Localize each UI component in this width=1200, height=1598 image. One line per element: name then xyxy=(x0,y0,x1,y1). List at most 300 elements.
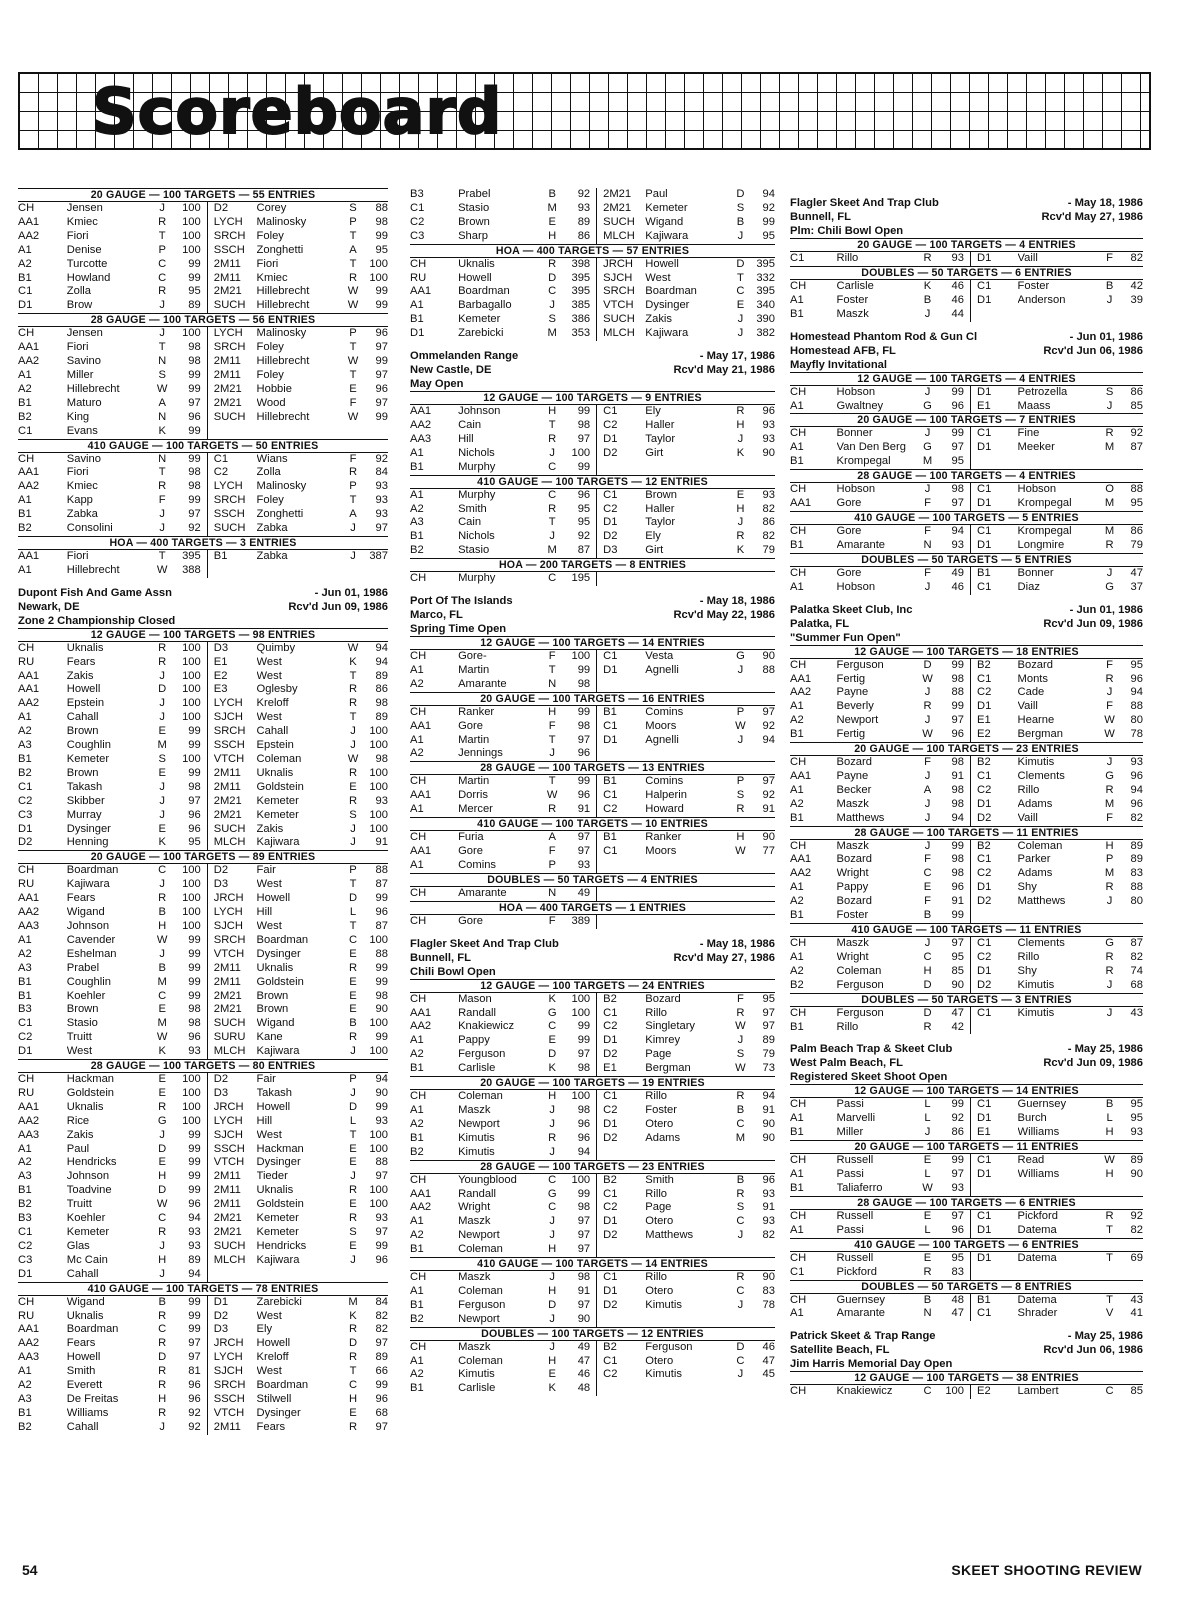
state-cell: R xyxy=(348,697,358,710)
state-cell: A xyxy=(548,831,556,844)
name-cell: Amarante xyxy=(836,1307,886,1320)
state-cell: M xyxy=(157,739,167,752)
score-cell: 97 xyxy=(375,1170,388,1183)
meet-date: - May 18, 1986 xyxy=(699,595,775,608)
state-cell: R xyxy=(348,794,358,807)
result-row xyxy=(18,1240,388,1254)
score-cell: 90 xyxy=(762,650,775,663)
state-cell: C xyxy=(548,1201,557,1214)
name-cell: Passi xyxy=(836,1168,864,1181)
state-cell: W xyxy=(546,789,558,802)
result-row xyxy=(790,539,1143,553)
class-cell: A2 xyxy=(410,1048,424,1061)
meet-line xyxy=(790,617,1143,631)
event-header: 12 GAUGE — 100 TARGETS — 14 ENTRIES xyxy=(410,636,775,650)
name-cell: Goldstein xyxy=(256,1198,304,1211)
score-cell: 99 xyxy=(762,215,775,228)
score-cell: 90 xyxy=(762,831,775,844)
state-cell: S xyxy=(736,1048,745,1061)
state-cell: H xyxy=(736,831,745,844)
state-cell: M xyxy=(735,1131,746,1144)
results-table xyxy=(410,572,775,586)
class-cell: B1 xyxy=(410,460,424,473)
name-cell: Kajiwara xyxy=(645,229,689,242)
name-cell: West xyxy=(256,669,282,682)
class-cell: D2 xyxy=(18,836,33,849)
score-cell: 45 xyxy=(762,1368,775,1381)
name-cell: Dysinger xyxy=(256,947,301,960)
state-cell: J xyxy=(549,747,555,760)
name-cell: Skibber xyxy=(66,794,105,807)
class-cell: LYCH xyxy=(213,215,243,228)
results-table xyxy=(790,1154,1143,1196)
score-cell: 83 xyxy=(762,1284,775,1297)
class-cell: 2M21 xyxy=(213,1226,242,1238)
score-cell: 97 xyxy=(938,441,971,455)
result-row xyxy=(790,581,1143,595)
class-cell: D1 xyxy=(977,293,992,306)
score-cell: 100 xyxy=(173,892,207,906)
result-row xyxy=(790,853,1143,867)
result-row xyxy=(410,747,775,761)
class-cell: A1 xyxy=(18,563,32,576)
state-cell: H xyxy=(158,1253,167,1266)
state-cell: F xyxy=(548,845,556,857)
class-cell: AA1 xyxy=(18,466,40,479)
meet-line xyxy=(410,608,775,622)
class-cell: D1 xyxy=(603,733,618,746)
class-cell: AA2 xyxy=(18,1114,40,1127)
class-cell: 2M11 xyxy=(213,271,241,284)
score-cell: 100 xyxy=(173,697,207,711)
state-cell: M xyxy=(1104,441,1115,454)
score-cell: 46 xyxy=(762,1340,775,1353)
name-cell: Knakiewicz xyxy=(458,1020,515,1033)
score-cell: 90 xyxy=(1130,1168,1143,1181)
state-cell: J xyxy=(350,1086,356,1099)
class-cell: D1 xyxy=(977,538,992,551)
score-cell: 99 xyxy=(173,739,207,753)
state-cell: N xyxy=(923,538,932,551)
event-header: 410 GAUGE — 100 TARGETS — 12 ENTRIES xyxy=(410,475,775,489)
score-cell: 100 xyxy=(173,753,207,767)
class-cell: 2M11 xyxy=(213,1198,241,1211)
event-header: 12 GAUGE — 100 TARGETS — 18 ENTRIES xyxy=(790,645,1143,659)
state-cell xyxy=(343,1268,362,1282)
name-cell: Savino xyxy=(66,452,101,465)
result-row xyxy=(410,831,775,845)
score-cell: 46 xyxy=(938,294,971,308)
meet-date: - Jun 01, 1986 xyxy=(314,586,388,599)
state-cell: R xyxy=(158,215,167,228)
name-cell: Kmiec xyxy=(66,215,98,228)
class-cell: A3 xyxy=(18,961,32,974)
state-cell: J xyxy=(159,697,165,710)
meet-location: Palatka, FL xyxy=(790,617,850,630)
result-row xyxy=(790,497,1143,511)
name-cell: Ferguson xyxy=(836,1006,884,1019)
name-cell: Brown xyxy=(256,1003,289,1016)
state-cell xyxy=(1100,1182,1118,1196)
class-cell: D1 xyxy=(603,1215,618,1228)
score-cell: 100 xyxy=(173,327,207,341)
score-cell: 99 xyxy=(173,948,207,962)
state-cell: W xyxy=(922,728,933,741)
result-row xyxy=(18,272,388,286)
result-row xyxy=(18,906,388,920)
class-cell: D2 xyxy=(603,1298,618,1311)
score-cell: 100 xyxy=(173,1073,207,1087)
result-row xyxy=(790,483,1143,497)
state-cell: T xyxy=(349,669,357,682)
score-cell: 98 xyxy=(375,753,388,765)
name-cell: Wigand xyxy=(645,215,684,228)
score-cell: 88 xyxy=(1130,483,1143,496)
class-cell: A1 xyxy=(790,1307,804,1320)
class-cell: C1 xyxy=(18,780,33,793)
state-cell: E xyxy=(548,1368,556,1381)
state-cell: J xyxy=(1106,566,1113,579)
score-cell: 91 xyxy=(563,803,597,817)
class-cell: C2 xyxy=(18,794,33,807)
state-cell: H xyxy=(923,964,932,977)
state-cell: F xyxy=(924,497,931,510)
score-cell: 78 xyxy=(1130,728,1143,741)
class-cell: LYCH xyxy=(213,906,243,919)
name-cell: Fair xyxy=(256,1073,276,1086)
class-cell: C2 xyxy=(977,950,992,963)
state-cell xyxy=(731,461,750,475)
class-cell: D3 xyxy=(603,544,618,557)
name-cell: Gore- xyxy=(458,650,487,663)
name-cell: Hobson xyxy=(836,483,876,496)
class-cell: C1 xyxy=(603,1271,618,1284)
score-cell: 98 xyxy=(563,720,597,734)
state-cell: R xyxy=(158,655,167,668)
name-cell: Brown xyxy=(645,488,677,501)
score-cell: 96 xyxy=(173,1198,207,1212)
name-cell: Beverly xyxy=(836,700,874,713)
score-cell: 82 xyxy=(1130,811,1143,824)
name-cell: Wright xyxy=(836,950,869,963)
state-cell: J xyxy=(549,1229,555,1242)
name-cell: Maszk xyxy=(836,937,869,949)
class-cell: A1 xyxy=(790,881,804,894)
state-cell: J xyxy=(924,427,931,440)
class-cell: CH xyxy=(790,385,807,398)
score-cell: 93 xyxy=(1130,756,1143,769)
score-cell: 88 xyxy=(1130,700,1143,713)
class-cell: D3 xyxy=(213,878,229,891)
result-row xyxy=(790,252,1143,266)
state-cell: W xyxy=(347,410,359,423)
result-row xyxy=(410,1174,775,1188)
club-name: Patrick Skeet & Trap Range xyxy=(790,1330,936,1343)
score-cell: 100 xyxy=(369,933,388,946)
state-cell: H xyxy=(548,1354,557,1367)
result-row xyxy=(18,1073,388,1087)
class-cell: AA1 xyxy=(18,215,40,228)
score-cell xyxy=(750,915,775,929)
class-cell: CH xyxy=(790,1098,807,1111)
state-cell: W xyxy=(156,1031,168,1044)
club-name: Palm Beach Trap & Skeet Club xyxy=(790,1043,953,1056)
name-cell: Barbagallo xyxy=(458,299,512,312)
score-cell: 96 xyxy=(173,823,207,837)
event-header: 12 GAUGE — 100 TARGETS — 9 ENTRIES xyxy=(410,391,775,405)
result-row xyxy=(410,1007,775,1021)
name-cell: Pickford xyxy=(1017,1209,1058,1222)
state-cell: H xyxy=(548,1243,557,1256)
score-cell: 395 xyxy=(563,272,597,286)
result-row xyxy=(410,1146,775,1160)
name-cell: Russell xyxy=(836,1251,874,1264)
score-cell: 340 xyxy=(756,299,775,312)
state-cell xyxy=(731,1146,750,1160)
class-cell: C2 xyxy=(213,466,229,479)
name-cell: Uknalis xyxy=(256,1184,294,1197)
class-cell: 2M21 xyxy=(213,989,242,1002)
score-cell: 93 xyxy=(762,488,775,501)
name-cell: Ranker xyxy=(458,705,495,718)
event-header: 410 GAUGE — 100 TARGETS — 10 ENTRIES xyxy=(410,817,775,831)
meet-line xyxy=(790,344,1143,358)
state-cell: C xyxy=(923,1385,932,1398)
state-cell xyxy=(731,859,750,873)
score-cell: 100 xyxy=(173,683,207,697)
name-cell: Maszk xyxy=(458,1103,491,1116)
class-cell: A2 xyxy=(18,257,32,270)
state-cell: W xyxy=(735,845,746,857)
score-cell xyxy=(1119,1182,1143,1196)
class-cell: AA1 xyxy=(18,341,40,354)
name-cell: Oglesby xyxy=(256,683,298,696)
score-cell: 97 xyxy=(563,831,597,845)
class-cell: SSCH xyxy=(213,1392,245,1405)
state-cell: R xyxy=(158,1365,167,1378)
state-cell xyxy=(731,887,750,901)
score-cell: 91 xyxy=(762,1103,775,1116)
result-row xyxy=(18,1031,388,1045)
class-cell: B1 xyxy=(18,271,32,284)
result-row xyxy=(18,1045,388,1059)
class-cell: C1 xyxy=(977,427,992,440)
result-row xyxy=(410,1355,775,1369)
score-cell: 98 xyxy=(563,1104,597,1118)
state-cell: S xyxy=(1105,385,1114,398)
class-cell: C2 xyxy=(603,1368,618,1381)
results-table xyxy=(18,327,388,438)
class-cell: 2M21 xyxy=(213,808,242,821)
score-cell: 88 xyxy=(375,202,388,214)
name-cell: Payne xyxy=(836,686,869,699)
class-cell: A2 xyxy=(410,747,424,760)
class-cell: C1 xyxy=(603,1354,618,1367)
class-cell: D3 xyxy=(213,1323,229,1336)
name-cell: Kane xyxy=(256,1031,283,1044)
class-cell: A3 xyxy=(18,1170,32,1183)
class-cell xyxy=(597,461,646,475)
name-cell: Bergman xyxy=(645,1062,691,1075)
class-cell: A1 xyxy=(790,399,804,412)
state-cell: D xyxy=(736,257,745,270)
score-cell: 100 xyxy=(369,822,388,835)
class-cell: A1 xyxy=(18,368,32,381)
class-cell: SSCH xyxy=(213,508,245,521)
class-cell: D1 xyxy=(977,385,992,398)
result-row xyxy=(410,859,775,873)
state-cell: N xyxy=(548,677,557,690)
event-header: 28 GAUGE — 100 TARGETS — 13 ENTRIES xyxy=(410,761,775,775)
class-cell: A2 xyxy=(790,895,804,908)
name-cell: Kimutis xyxy=(645,1368,682,1381)
score-cell: 390 xyxy=(756,313,775,326)
class-cell: A1 xyxy=(410,446,424,459)
name-cell: Coleman xyxy=(458,1354,503,1367)
name-cell: Cahall xyxy=(66,1420,99,1433)
class-cell: AA3 xyxy=(18,919,40,932)
score-cell: 99 xyxy=(375,1239,388,1252)
name-cell: Randall xyxy=(458,1006,497,1019)
state-cell: W xyxy=(1104,1154,1115,1167)
state-cell: E xyxy=(923,1209,932,1222)
score-cell: 97 xyxy=(563,734,597,748)
state-cell: B xyxy=(736,1103,745,1116)
results-table xyxy=(410,489,775,559)
class-cell: 2M11 xyxy=(213,780,241,793)
class-cell: SSCH xyxy=(213,243,245,256)
score-cell: 73 xyxy=(762,1062,775,1075)
state-cell: J xyxy=(737,663,744,676)
class-cell: E2 xyxy=(977,728,991,741)
name-cell: Girt xyxy=(645,544,664,557)
score-cell: 94 xyxy=(762,188,775,200)
event-header: 12 GAUGE — 100 TARGETS — 24 ENTRIES xyxy=(410,979,775,993)
score-cell: 99 xyxy=(375,299,388,312)
name-cell: Hackman xyxy=(66,1073,115,1086)
class-cell: D2 xyxy=(213,1073,229,1086)
score-cell: 93 xyxy=(375,1212,388,1225)
class-cell: AA1 xyxy=(410,1187,432,1200)
name-cell: Bonner xyxy=(836,427,873,440)
state-cell: J xyxy=(1106,895,1113,908)
meet-location: Homestead AFB, FL xyxy=(790,344,896,357)
class-cell: A1 xyxy=(790,1223,804,1236)
event-header: 28 GAUGE — 100 TARGETS — 4 ENTRIES xyxy=(790,469,1143,483)
score-cell: 86 xyxy=(563,230,597,244)
state-cell: S xyxy=(158,368,166,381)
name-cell: Brown xyxy=(458,215,490,228)
name-cell: Ferguson xyxy=(836,978,884,991)
name-cell: Malinosky xyxy=(256,480,307,493)
score-cell xyxy=(1119,1021,1143,1035)
name-cell: Guernsey xyxy=(836,1293,886,1306)
name-cell: Stasio xyxy=(458,544,490,557)
class-cell: D2 xyxy=(213,1309,229,1322)
class-cell: D1 xyxy=(18,1267,33,1280)
results-table xyxy=(790,756,1143,826)
result-row xyxy=(790,784,1143,798)
name-cell xyxy=(645,887,731,901)
result-row xyxy=(18,878,388,892)
state-cell: E xyxy=(548,215,556,228)
score-cell xyxy=(750,1146,775,1160)
class-cell: C1 xyxy=(977,483,992,496)
name-cell: West xyxy=(256,711,282,724)
score-cell: 93 xyxy=(762,1187,775,1200)
class-cell: A1 xyxy=(18,711,32,724)
result-row xyxy=(790,909,1143,923)
class-cell: C1 xyxy=(18,1226,33,1238)
result-row xyxy=(410,1201,775,1215)
name-cell: Hillebrecht xyxy=(256,410,310,423)
state-cell: J xyxy=(1106,756,1113,769)
class-cell: B2 xyxy=(977,658,991,671)
class-cell: AA3 xyxy=(410,432,432,445)
class-cell: A2 xyxy=(790,964,804,977)
score-cell: 96 xyxy=(173,809,207,823)
class-cell: SRCH xyxy=(213,341,246,354)
meet-block xyxy=(790,1329,1143,1399)
name-cell: Carlisle xyxy=(836,279,874,292)
state-cell: C xyxy=(548,285,557,298)
result-row xyxy=(790,1112,1143,1126)
score-cell: 89 xyxy=(1130,839,1143,852)
class-cell: D1 xyxy=(977,700,992,713)
state-cell xyxy=(731,915,750,929)
state-cell: M xyxy=(157,1017,167,1030)
state-cell: C xyxy=(548,460,557,473)
class-cell: 2M11 xyxy=(213,1420,241,1433)
name-cell: Otero xyxy=(645,1215,674,1228)
name-cell: Newport xyxy=(836,714,879,727)
name-cell: Hobson xyxy=(1017,483,1057,496)
name-cell: Hill xyxy=(458,432,474,445)
class-cell: B1 xyxy=(213,549,228,562)
name-cell: Kajiwara xyxy=(256,836,300,849)
result-row xyxy=(18,1268,388,1282)
name-cell: Rillo xyxy=(645,1006,668,1019)
score-cell: 99 xyxy=(173,934,207,948)
name-cell: Dysinger xyxy=(645,299,690,312)
name-cell: Zolla xyxy=(66,285,92,298)
state-cell: N xyxy=(923,1307,932,1320)
results-table xyxy=(790,659,1143,742)
score-cell: 98 xyxy=(375,989,388,1002)
class-cell: E1 xyxy=(977,1126,991,1139)
name-cell: Vaill xyxy=(1017,700,1038,713)
state-cell: R xyxy=(348,1212,358,1225)
class-cell: AA3 xyxy=(18,1128,40,1141)
event-header: DOUBLES — 50 TARGETS — 8 ENTRIES xyxy=(790,1280,1143,1294)
name-cell: Kimutis xyxy=(458,1131,495,1144)
state-cell: C xyxy=(348,933,358,946)
result-row xyxy=(18,550,388,564)
class-cell: A1 xyxy=(410,1215,424,1228)
score-cell: 90 xyxy=(762,1271,775,1284)
result-row xyxy=(410,1341,775,1355)
name-cell: Everett xyxy=(66,1379,103,1392)
name-cell: Glas xyxy=(66,1239,90,1252)
state-cell: N xyxy=(158,410,167,423)
score-cell: 95 xyxy=(563,503,597,517)
state-cell: K xyxy=(158,836,166,849)
name-cell: Passi xyxy=(836,1223,864,1236)
state-cell: W xyxy=(347,753,359,765)
state-cell: B xyxy=(158,906,166,919)
score-cell: 99 xyxy=(563,664,597,678)
class-cell: VTCH xyxy=(603,299,634,312)
